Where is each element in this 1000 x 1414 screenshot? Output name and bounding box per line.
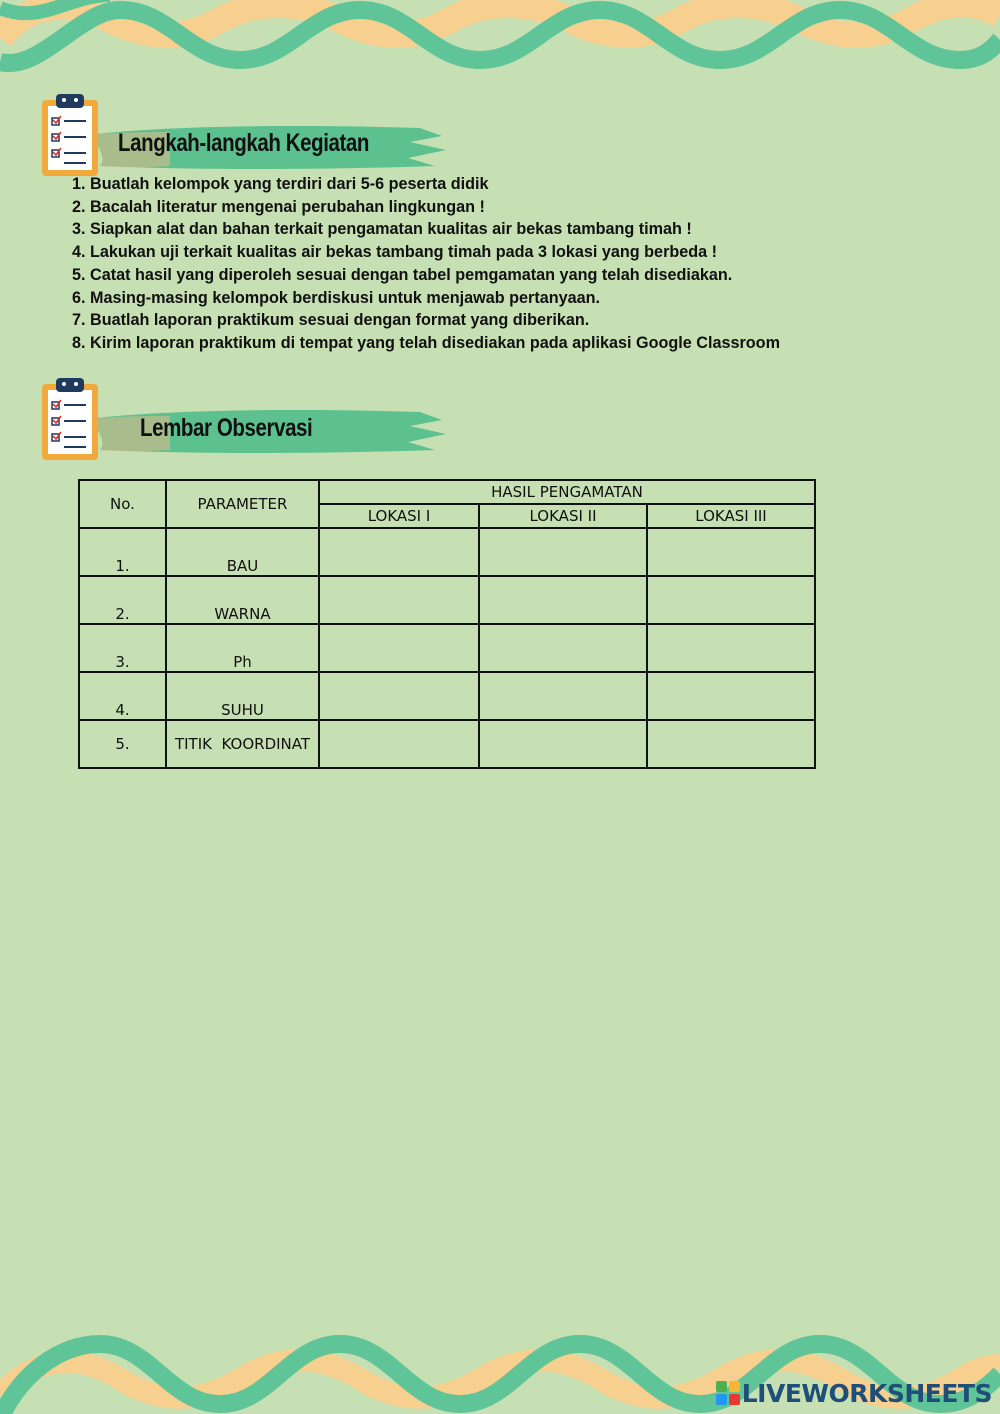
clipboard-checklist-icon bbox=[40, 92, 100, 178]
row-no: 2. bbox=[79, 576, 166, 624]
table-row bbox=[79, 576, 815, 624]
row-parameter: Ph bbox=[166, 624, 319, 672]
row-no: 1. bbox=[79, 528, 166, 576]
step-item: 2. Bacalah literatur mengenai perubahan lingkungan ! bbox=[72, 197, 485, 216]
steps-section-header bbox=[40, 92, 460, 182]
answer-cell[interactable] bbox=[319, 672, 479, 720]
header-location-2: LOKASI II bbox=[479, 504, 647, 528]
header-location-3: LOKASI III bbox=[647, 504, 815, 528]
observation-section-header bbox=[40, 376, 460, 466]
table-row bbox=[79, 528, 815, 576]
answer-cell[interactable] bbox=[647, 720, 815, 768]
answer-cell[interactable] bbox=[647, 624, 815, 672]
header-location-1: LOKASI I bbox=[319, 504, 479, 528]
step-item: 7. Buatlah laporan praktikum sesuai dengan format yang diberikan. bbox=[72, 311, 590, 330]
liveworksheets-logo-icon bbox=[716, 1381, 740, 1405]
header-parameter: PARAMETER bbox=[166, 480, 319, 528]
observation-section-title: Lembar Observasi bbox=[140, 414, 313, 442]
step-item: 5. Catat hasil yang diperoleh sesuai dengan tabel pemgamatan yang telah disediakan. bbox=[72, 265, 733, 284]
liveworksheets-logo[interactable] bbox=[716, 1378, 992, 1408]
answer-cell[interactable] bbox=[647, 672, 815, 720]
row-no: 5. bbox=[79, 720, 166, 768]
step-item: 1. Buatlah kelompok yang terdiri dari 5-6 peserta didik bbox=[72, 175, 489, 193]
row-parameter: TITIK KOORDINAT bbox=[166, 720, 319, 768]
answer-cell[interactable] bbox=[479, 528, 647, 576]
step-item: 4. Lakukan uji terkait kualitas air bekas tambang timah pada 3 lokasi yang berbeda ! bbox=[72, 243, 718, 262]
row-parameter: SUHU bbox=[166, 672, 319, 720]
logo-text: LIVEWORKSHEETS bbox=[741, 1378, 992, 1408]
answer-cell[interactable] bbox=[319, 624, 479, 672]
answer-cell[interactable] bbox=[479, 720, 647, 768]
steps-list bbox=[72, 173, 780, 355]
step-item: 8. Kirim laporan praktikum di tempat yang telah disediakan pada aplikasi Google Classroom bbox=[72, 333, 780, 352]
clipboard-checklist-icon bbox=[40, 376, 100, 462]
table-row bbox=[79, 672, 815, 720]
table-row bbox=[79, 720, 815, 768]
answer-cell[interactable] bbox=[647, 528, 815, 576]
top-wave-decoration bbox=[0, 0, 1000, 90]
answer-cell[interactable] bbox=[319, 528, 479, 576]
answer-cell[interactable] bbox=[319, 576, 479, 624]
row-no: 3. bbox=[79, 624, 166, 672]
step-item: 6. Masing-masing kelompok berdiskusi untuk menjawab pertanyaan. bbox=[72, 288, 601, 307]
answer-cell[interactable] bbox=[647, 576, 815, 624]
steps-section-title: Langkah-langkah Kegiatan bbox=[118, 129, 370, 157]
answer-cell[interactable] bbox=[479, 624, 647, 672]
row-no: 4. bbox=[79, 672, 166, 720]
observation-table bbox=[78, 479, 816, 769]
header-results: HASIL PENGAMATAN bbox=[319, 480, 815, 504]
answer-cell[interactable] bbox=[479, 576, 647, 624]
answer-cell[interactable] bbox=[479, 672, 647, 720]
step-item: 3. Siapkan alat dan bahan terkait pengamatan kualitas air bekas tambang timah ! bbox=[72, 220, 692, 239]
answer-cell[interactable] bbox=[319, 720, 479, 768]
row-parameter: WARNA bbox=[166, 576, 319, 624]
table-row bbox=[79, 624, 815, 672]
row-parameter: BAU bbox=[166, 528, 319, 576]
header-no: No. bbox=[79, 480, 166, 528]
